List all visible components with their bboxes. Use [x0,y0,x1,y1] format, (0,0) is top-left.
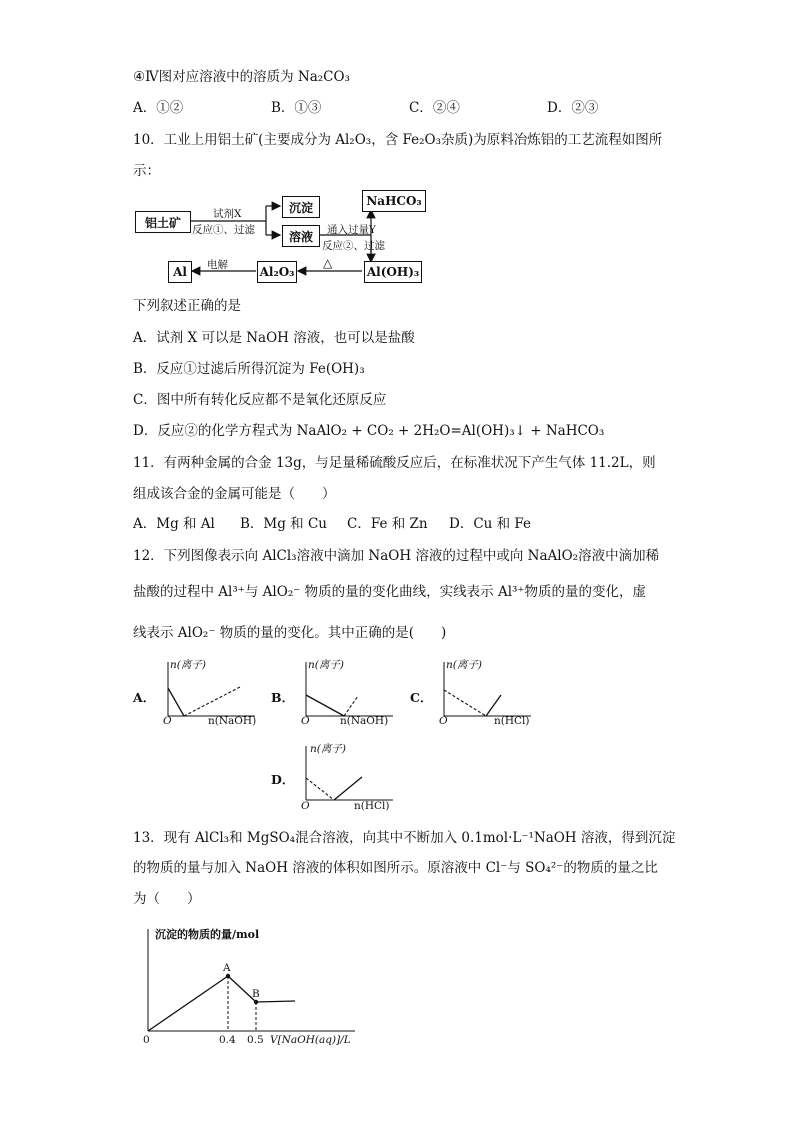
electrolysis-label: 电解 [207,259,228,271]
chart-a-xlabel: n(NaOH) [208,715,257,727]
q10-stem-line2: 示： [133,163,160,179]
q13-point-a-label: A [223,962,231,974]
q13-chart-ylabel: 沉淀的物质的量/mol [155,928,260,941]
chart-c-solid-line [486,695,501,716]
q12-stem-line2: 盐酸的过程中 Al³⁺与 AlO₂⁻ 物质的量的变化曲线，实线表示 Al³⁺物质的量的变化，虚 [133,584,647,600]
q13-tick-0-4: 0.4 [219,1034,236,1046]
al2o3-box: Al₂O₃ [257,261,297,283]
q9-option-c: C．②④ [409,100,460,116]
q11-options [133,515,531,533]
chart-c-dashed-line [444,690,486,716]
q9-option-d: D．②③ [547,100,599,116]
chart-c-ylabel: n(离子) [446,659,482,671]
chart-a-solid-line [168,688,184,716]
chart-b-origin: O [301,715,310,727]
q13-chart-plot [140,925,380,1045]
q9-option-b: B．①③ [271,100,322,116]
chart-d-ylabel: n(离子) [310,743,346,755]
q10-option-c: C．图中所有转化反应都不是氧化还原反应 [133,392,387,408]
q11-option-b: B．Mg 和 Cu [240,516,327,532]
chart-d-dashed-line [306,778,334,800]
q13-tick-0-5: 0.5 [247,1034,264,1046]
q13-stem-line2: 的物质的量与加入 NaOH 溶液的体积如图所示。原溶液中 Cl⁻与 SO₄²⁻的物质的量之比 [133,860,658,876]
chart-b-option-label: B． [271,690,295,705]
chart-a-dashed-line [184,687,240,716]
q11-stem-line1: 11．有两种金属的合金 13g，与足量稀硫酸反应后，在标准状况下产生气体 11.2L，则 [133,455,656,471]
q10-question: 下列叙述正确的是 [133,298,241,314]
chart-c-origin: O [439,715,448,727]
q13-point-b [254,1000,258,1004]
q12-stem-line1: 12．下列图像表示向 AlCl₃溶液中滴加 NaOH 溶液的过程中或向 NaAlO₂溶液中滴加稀 [133,548,660,564]
q13-line-flat [256,1001,295,1002]
q13-origin-label: 0 [143,1034,150,1046]
q12-stem-line3: 线表示 AlO₂⁻ 物质的量的变化。其中正确的是( ) [133,625,447,641]
q13-chart-xlabel: V[NaOH(aq)]/L [270,1034,351,1046]
chart-d-xlabel: n(HCl) [354,800,390,812]
q13-point-a [226,974,230,978]
chart-a-ylabel: n(离子) [170,659,206,671]
q13-stem-line1: 13．现有 AlCl₃和 MgSO₄混合溶液，向其中不断加入 0.1mol·L⁻¹NaOH 溶液，得到沉淀 [133,830,676,846]
chart-b-dashed-line [344,696,358,716]
q11-stem-line2: 组成该合金的金属可能是（ ） [133,486,336,502]
q9-option-a: A．①② [133,100,184,116]
chart-c-xlabel: n(HCl) [494,715,530,727]
reaction1-label: 反应①、过滤 [192,224,255,236]
q10-option-d: D．反应②的化学方程式为 NaAlO₂ + CO₂ + 2H₂O=Al(OH)₃↓ + NaHCO₃ [133,423,605,439]
reaction2-label: 反应②、过滤 [322,240,385,252]
chart-d-option-label: D． [271,772,295,787]
chart-a-option-label: A． [133,690,156,705]
q11-option-a: A．Mg 和 Al [133,516,215,532]
excess-y-label: 通入过量Y [327,224,376,236]
precipitate-box: 沉淀 [282,196,320,218]
q10-option-a: A．试剂 X 可以是 NaOH 溶液，也可以是盐酸 [133,330,415,346]
al-box: Al [168,261,192,283]
ore-box: 铝土矿 [135,211,191,233]
reagent-x-label: 试剂X [213,208,242,220]
chart-a-origin: O [163,715,172,727]
heat-label: △ [323,256,333,270]
q13-line-rise [148,976,228,1031]
aloh3-box: Al(OH)₃ [364,261,422,283]
q13-stem-line3: 为（ ） [133,891,201,907]
solution-box: 溶液 [282,225,320,247]
nahco3-box: NaHCO₃ [362,190,426,212]
chart-d-origin: O [301,800,310,812]
chart-b-ylabel: n(离子) [308,659,344,671]
q10-option-b: B．反应①过滤后所得沉淀为 Fe(OH)₃ [133,361,365,377]
q11-option-d: D．Cu 和 Fe [449,516,532,532]
q13-point-b-label: B [252,988,260,1000]
q9-item4: ④Ⅳ图对应溶液中的溶质为 Na₂CO₃ [133,69,350,85]
chart-c-option-label: C． [410,690,433,705]
q11-option-c: C．Fe 和 Zn [347,516,428,532]
q10-stem-line1: 10．工业上用铝土矿(主要成分为 Al₂O₃，含 Fe₂O₃杂质)为原料冶炼铝的工艺流程如图所 [133,132,663,148]
chart-b-solid-line [306,695,344,716]
chart-b-xlabel: n(NaOH) [340,715,389,727]
chart-d-solid-line [334,777,362,800]
